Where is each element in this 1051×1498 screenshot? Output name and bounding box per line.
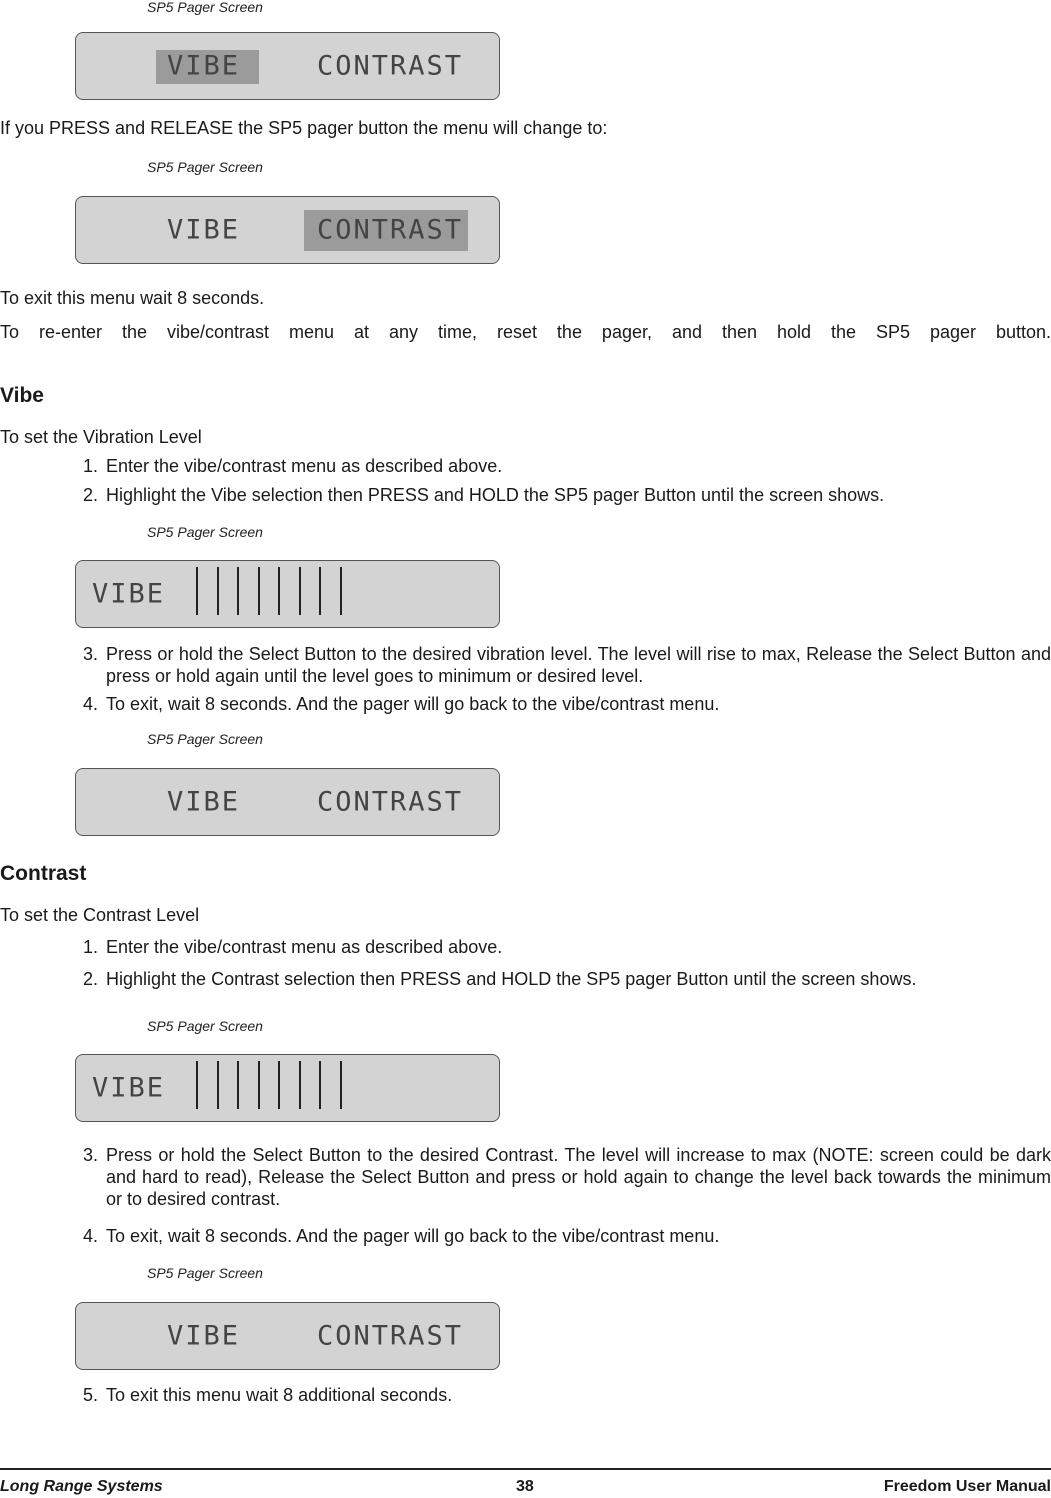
lcd-contrast: CONTRAST — [317, 1320, 464, 1352]
step-text: Enter the vibe/contrast menu as described above. — [106, 937, 503, 957]
footer-rule — [0, 1468, 1051, 1470]
vibe-heading: Vibe — [0, 384, 44, 407]
level-bar — [299, 1061, 301, 1109]
screen-caption: SP5 Pager Screen — [147, 731, 263, 747]
contrast-level-bars — [196, 1061, 346, 1109]
step-number: 4. — [83, 694, 99, 714]
level-bar — [278, 1061, 280, 1109]
step-text: To exit, wait 8 seconds. And the pager will go back to the vibe/contrast menu. — [106, 1226, 720, 1246]
level-bar — [237, 1061, 239, 1109]
pager-screen-vibe-selected — [75, 32, 500, 100]
pager-screen-contrast-level — [75, 1054, 500, 1122]
step-text: Highlight the Vibe selection then PRESS and HOLD the SP5 pager Button until the screen shows. — [106, 485, 885, 505]
screen-caption: SP5 Pager Screen — [147, 1265, 263, 1281]
pager-screen-contrast-selected — [75, 196, 500, 264]
lcd-vibe: VIBE — [167, 786, 241, 818]
level-bar — [299, 567, 301, 615]
screen-caption: SP5 Pager Screen — [147, 1018, 263, 1034]
lcd-vibe: VIBE — [167, 1320, 241, 1352]
lcd-contrast: CONTRAST — [317, 786, 464, 818]
pager-screen-menu — [75, 768, 500, 836]
lcd-vibe: VIBE — [92, 1072, 166, 1104]
level-bar — [340, 567, 342, 615]
step-number: 3. — [83, 1145, 99, 1165]
step-text: Press or hold the Select Button to the desired vibration level. The level will rise to max, Release the Select Button and press or hold again until the level goes to minimum or desired level. — [106, 644, 1051, 686]
level-bar — [237, 567, 239, 615]
screen-caption: SP5 Pager Screen — [147, 159, 263, 175]
lcd-vibe: VIBE — [167, 214, 241, 246]
step-text: Highlight the Contrast selection then PRESS and HOLD the SP5 pager Button until the screen shows. — [106, 969, 917, 989]
step-number: 2. — [83, 485, 99, 505]
level-bar — [217, 1061, 219, 1109]
lcd-contrast: CONTRAST — [317, 50, 464, 82]
contrast-subtitle: To set the Contrast Level — [0, 905, 200, 925]
step-number: 1. — [83, 937, 99, 957]
lcd-contrast: CONTRAST — [317, 214, 464, 246]
step-text: Enter the vibe/contrast menu as described above. — [106, 456, 503, 476]
step-number: 3. — [83, 644, 99, 664]
step-text: Press or hold the Select Button to the desired Contrast. The level will increase to max (NOTE: screen could be dark and hard to read), Release the Select Button and press or hold again to change the level back towards the minimum or to desired contrast. — [106, 1145, 1051, 1209]
step-number: 4. — [83, 1226, 99, 1246]
lcd-vibe: VIBE — [167, 50, 241, 82]
level-bar — [196, 1061, 198, 1109]
footer-left: Long Range Systems — [0, 1478, 163, 1495]
step-number: 5. — [83, 1385, 99, 1405]
intro-press-release: If you PRESS and RELEASE the SP5 pager button the menu will change to: — [0, 118, 608, 138]
step-text: To exit, wait 8 seconds. And the pager will go back to the vibe/contrast menu. — [106, 694, 720, 714]
page-number: 38 — [516, 1478, 534, 1495]
level-bar — [278, 567, 280, 615]
level-bar — [217, 567, 219, 615]
intro-reenter: To re-enter the vibe/contrast menu at any time, reset the pager, and then hold the SP5 pager button. — [0, 322, 1051, 342]
pager-screen-vibe-level — [75, 560, 500, 628]
level-bar — [196, 567, 198, 615]
footer-right: Freedom User Manual — [883, 1478, 1051, 1495]
vibe-level-bars — [196, 567, 346, 615]
level-bar — [340, 1061, 342, 1109]
lcd-vibe: VIBE — [92, 578, 166, 610]
step-number: 1. — [83, 456, 99, 476]
vibe-subtitle: To set the Vibration Level — [0, 427, 202, 447]
intro-exit-menu: To exit this menu wait 8 seconds. — [0, 288, 265, 308]
step-number: 2. — [83, 969, 99, 989]
level-bar — [319, 1061, 321, 1109]
pager-screen-menu — [75, 1302, 500, 1370]
contrast-heading: Contrast — [0, 862, 87, 885]
screen-caption: SP5 Pager Screen — [147, 0, 263, 15]
screen-caption: SP5 Pager Screen — [147, 524, 263, 540]
level-bar — [258, 1061, 260, 1109]
level-bar — [258, 567, 260, 615]
level-bar — [319, 567, 321, 615]
step-text: To exit this menu wait 8 additional seconds. — [106, 1385, 453, 1405]
